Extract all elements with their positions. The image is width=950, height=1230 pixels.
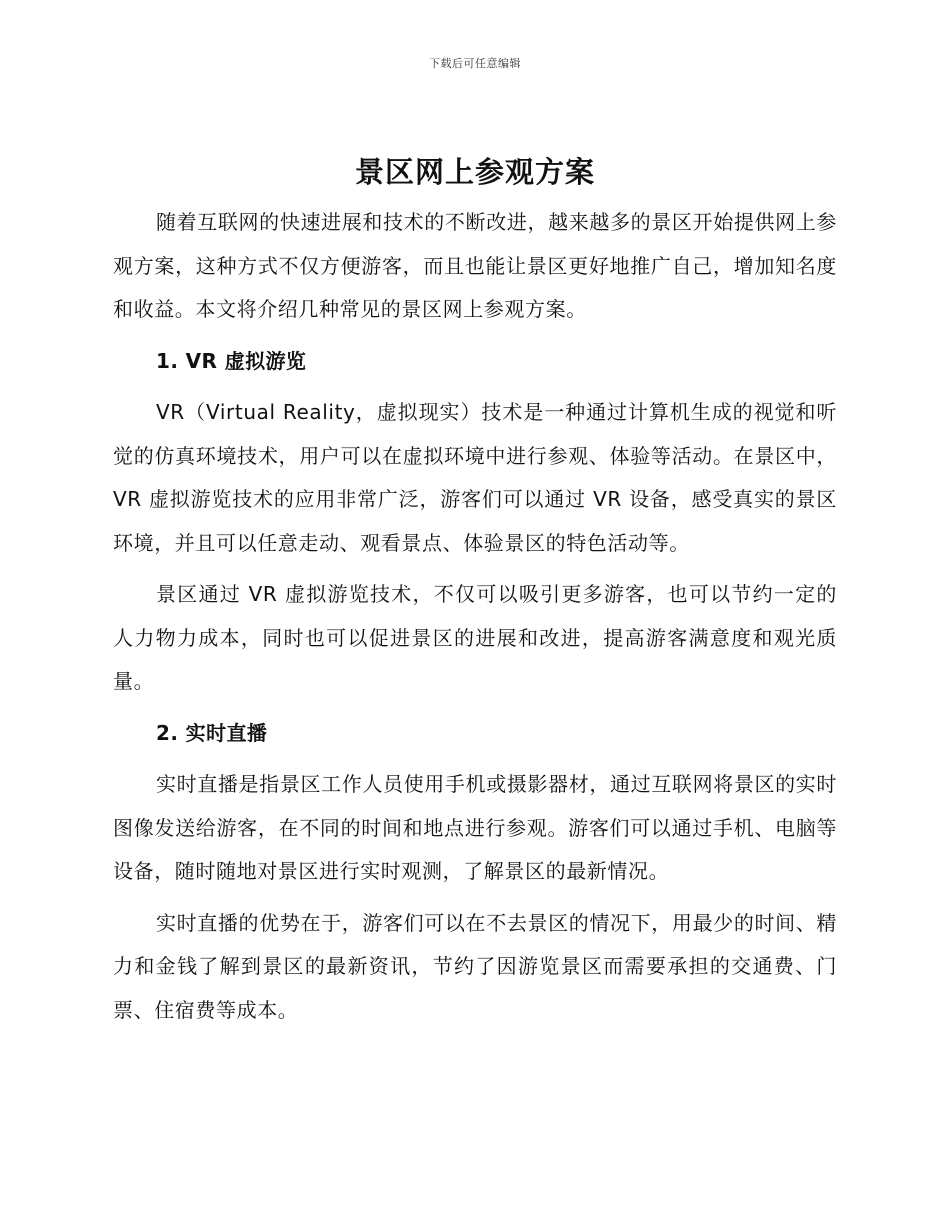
header-note: 下载后可任意编辑 (429, 57, 521, 70)
section-paragraph: 景区通过 VR 虚拟游览技术，不仅可以吸引更多游客，也可以节约一定的人力物力成本，同时也可以促进景区的进展和改进，提高游客满意度和观光质量。 (113, 582, 837, 693)
section-heading-vr: 1. VR 虚拟游览 (156, 348, 307, 373)
section-paragraph: VR（Virtual Reality，虚拟现实）技术是一种通过计算机生成的视觉和听觉的仿真环境技术，用户可以在虚拟环境中进行参观、体验等活动。在景区中，VR 虚拟游览技术的应用非常广泛，游客们可以通过 VR 设备，感受真实的景区环境，并且可以任意走动、观看景点、体验景区的特色活动等。 (113, 400, 837, 555)
document-title: 景区网上参观方案 (354, 155, 595, 189)
section-paragraph: 实时直播是指景区工作人员使用手机或摄影器材，通过互联网将景区的实时图像发送给游客，在不同的时间和地点进行参观。游客们可以通过手机、电脑等设备，随时随地对景区进行实时观测，了解景区的最新情况。 (113, 772, 837, 883)
intro-paragraph: 随着互联网的快速进展和技术的不断改进，越来越多的景区开始提供网上参观方案，这种方式不仅方便游客，而且也能让景区更好地推广自己，增加知名度和收益。本文将介绍几种常见的景区网上参观方案。 (113, 210, 837, 321)
section-paragraph: 实时直播的优势在于，游客们可以在不去景区的情况下，用最少的时间、精力和金钱了解到景区的最新资讯，节约了因游览景区而需要承担的交通费、门票、住宿费等成本。 (113, 910, 837, 1022)
document-body (113, 201, 837, 1032)
section-heading-live: 2. 实时直播 (156, 720, 268, 745)
